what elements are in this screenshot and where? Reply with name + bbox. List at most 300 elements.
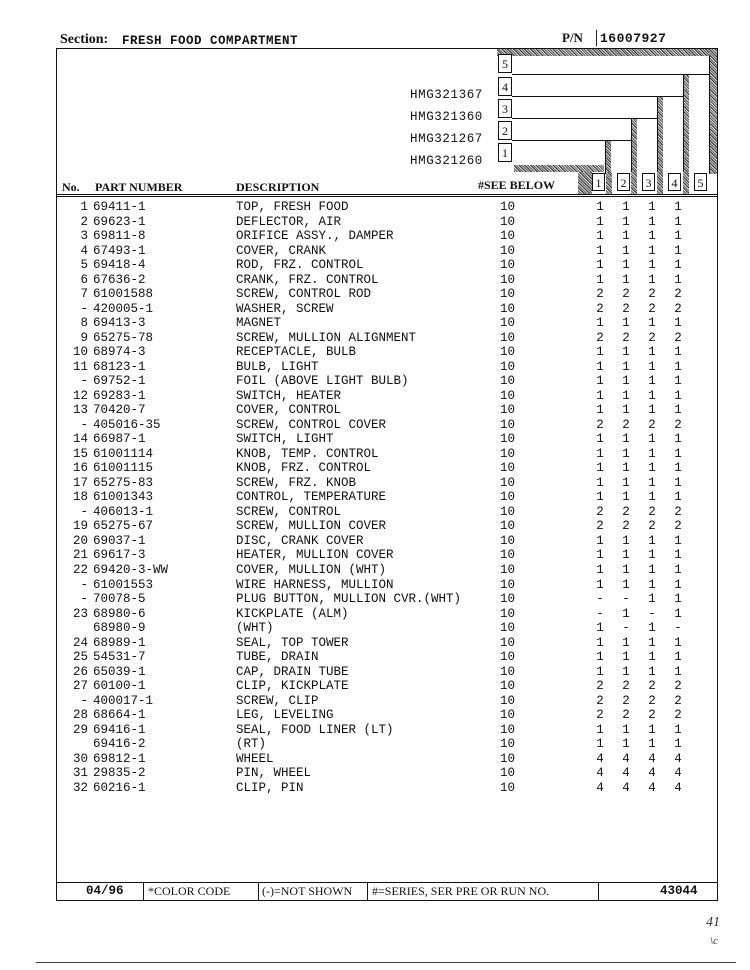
row-qty-col-3: 1 xyxy=(648,403,656,418)
row-description: COVER, MULLION (WHT) xyxy=(236,563,387,577)
row-see-below: 10 xyxy=(500,679,516,694)
row-see-below: 10 xyxy=(500,650,516,665)
header-texture-right xyxy=(709,49,717,174)
row-see-below: 10 xyxy=(500,258,516,273)
table-row xyxy=(0,244,750,259)
row-qty-col-4: 2 xyxy=(674,519,682,534)
row-description: HEATER, MULLION COVER xyxy=(236,548,394,563)
table-row xyxy=(0,490,750,505)
row-qty-col-1: 2 xyxy=(596,708,604,723)
row-qty-col-3: 1 xyxy=(648,359,656,374)
row-qty-col-2: 1 xyxy=(622,722,630,737)
row-qty-col-4: 1 xyxy=(674,214,682,229)
row-qty-col-3: 1 xyxy=(648,446,656,461)
row-see-below: 10 xyxy=(500,621,516,636)
row-qty-col-3: 1 xyxy=(648,592,656,607)
row-qty-col-1: - xyxy=(596,606,604,621)
table-row xyxy=(0,476,750,491)
col-header-see: #SEE BELOW xyxy=(478,178,556,192)
row-part-number: 405016-35 xyxy=(93,417,161,432)
row-description: WASHER, SCREW xyxy=(236,301,334,316)
row-qty-col-4: 1 xyxy=(674,650,682,665)
row-part-number: 69416-1 xyxy=(93,722,146,737)
stair-line-5 xyxy=(512,74,709,75)
row-qty-col-4: 2 xyxy=(674,693,682,708)
row-part-number: 70078-5 xyxy=(93,592,146,607)
row-qty-col-3: 1 xyxy=(648,621,656,636)
row-description: TUBE, DRAIN xyxy=(236,650,319,665)
table-row xyxy=(0,534,750,549)
table-row xyxy=(0,505,750,520)
row-part-number: 69413-3 xyxy=(93,316,146,331)
row-number: 13 xyxy=(72,403,88,418)
row-qty-col-1: 2 xyxy=(596,519,604,534)
row-part-number: 68980-9 xyxy=(93,621,146,636)
row-part-number: 68123-1 xyxy=(93,359,146,374)
row-qty-col-2: 1 xyxy=(622,475,630,490)
row-qty-col-2: 1 xyxy=(622,577,630,592)
row-qty-col-3: 2 xyxy=(648,330,656,345)
footer-date: 04/96 xyxy=(86,884,124,898)
table-row xyxy=(0,447,750,462)
footer-color-code: *COLOR CODE xyxy=(148,884,231,898)
stair-vline-1 xyxy=(605,140,606,174)
table-row xyxy=(0,200,750,215)
header-rule xyxy=(57,194,717,195)
row-number: 5 xyxy=(80,258,88,273)
row-qty-col-3: 2 xyxy=(648,693,656,708)
table-row xyxy=(0,229,750,244)
table-row xyxy=(0,302,750,317)
row-qty-col-1: 1 xyxy=(596,475,604,490)
qty-col-5: 5 xyxy=(694,173,707,191)
row-number: 28 xyxy=(72,708,88,723)
row-part-number: 69617-3 xyxy=(93,548,146,563)
row-number: 16 xyxy=(72,461,88,476)
row-part-number: 61001115 xyxy=(93,461,154,476)
footer-page-code: 43044 xyxy=(660,884,698,898)
row-part-number: 54531-7 xyxy=(93,650,146,665)
row-see-below: 10 xyxy=(500,592,516,607)
row-part-number: 69037-1 xyxy=(93,533,146,548)
row-description: FOIL (ABOVE LIGHT BULB) xyxy=(236,374,409,389)
table-row xyxy=(0,766,750,781)
row-qty-col-4: 1 xyxy=(674,200,682,214)
row-qty-col-2: 1 xyxy=(622,359,630,374)
row-part-number: 69812-1 xyxy=(93,751,146,766)
row-qty-col-2: 4 xyxy=(622,780,630,795)
row-number: 32 xyxy=(72,780,88,795)
row-number: - xyxy=(80,577,88,592)
row-qty-col-4: 1 xyxy=(674,664,682,679)
row-part-number: 68974-3 xyxy=(93,345,146,360)
row-part-number: 66987-1 xyxy=(93,432,146,447)
row-see-below: 10 xyxy=(500,417,516,432)
footer-rule xyxy=(57,882,717,883)
row-see-below: 10 xyxy=(500,722,516,737)
row-description: SEAL, TOP TOWER xyxy=(236,635,349,650)
row-qty-col-3: 1 xyxy=(648,664,656,679)
model-col-5-box: 5 xyxy=(498,54,512,73)
row-description: (RT) xyxy=(236,737,267,752)
row-part-number: 65275-67 xyxy=(93,519,154,534)
row-part-number: 61001553 xyxy=(93,577,154,592)
row-description: WIRE HARNESS, MULLION xyxy=(236,577,394,592)
row-see-below: 10 xyxy=(500,766,516,781)
row-see-below: 10 xyxy=(500,708,516,723)
table-row xyxy=(0,389,750,404)
row-description: KNOB, TEMP. CONTROL xyxy=(236,446,379,461)
row-number: 2 xyxy=(80,214,88,229)
row-see-below: 10 xyxy=(500,693,516,708)
row-see-below: 10 xyxy=(500,563,516,577)
row-qty-col-1: 1 xyxy=(596,548,604,563)
row-qty-col-4: 4 xyxy=(674,780,682,795)
row-qty-col-1: 1 xyxy=(596,650,604,665)
row-description: CRANK, FRZ. CONTROL xyxy=(236,272,379,287)
row-qty-col-3: 1 xyxy=(648,243,656,258)
row-qty-col-3: 1 xyxy=(648,200,656,214)
row-qty-col-1: 1 xyxy=(596,403,604,418)
row-qty-col-2: 4 xyxy=(622,751,630,766)
row-qty-col-4: 2 xyxy=(674,679,682,694)
table-row xyxy=(0,723,750,738)
row-part-number: 65039-1 xyxy=(93,664,146,679)
row-qty-col-2: 2 xyxy=(622,330,630,345)
row-qty-col-3: 1 xyxy=(648,229,656,244)
row-part-number: 61001343 xyxy=(93,490,154,505)
row-qty-col-2: 1 xyxy=(622,432,630,447)
row-number: 26 xyxy=(72,664,88,679)
row-description: CLIP, KICKPLATE xyxy=(236,679,349,694)
row-qty-col-2: 1 xyxy=(622,490,630,505)
row-qty-col-1: 2 xyxy=(596,301,604,316)
model-name: HMG321260 xyxy=(410,154,483,168)
handwritten-note: 41 xyxy=(706,915,720,930)
row-see-below: 10 xyxy=(500,606,516,621)
table-row xyxy=(0,607,750,622)
row-qty-col-1: 1 xyxy=(596,621,604,636)
row-qty-col-4: 1 xyxy=(674,258,682,273)
row-qty-col-1: 2 xyxy=(596,504,604,519)
header-texture-top xyxy=(497,49,717,56)
row-qty-col-1: 1 xyxy=(596,388,604,403)
row-qty-col-3: 2 xyxy=(648,708,656,723)
stair-line-4 xyxy=(512,96,684,97)
row-see-below: 10 xyxy=(500,751,516,766)
row-qty-col-1: 1 xyxy=(596,490,604,505)
row-description: CLIP, PIN xyxy=(236,780,304,795)
row-qty-col-3: 1 xyxy=(648,490,656,505)
row-number: 22 xyxy=(72,563,88,577)
section-label: Section: xyxy=(60,32,109,47)
row-qty-col-4: 1 xyxy=(674,359,682,374)
row-qty-col-2: 2 xyxy=(622,708,630,723)
footer-divider xyxy=(143,882,144,901)
table-row xyxy=(0,287,750,302)
row-number: - xyxy=(80,417,88,432)
table-row xyxy=(0,258,750,273)
row-description: KICKPLATE (ALM) xyxy=(236,606,349,621)
row-number: 10 xyxy=(72,345,88,360)
row-qty-col-2: 1 xyxy=(622,316,630,331)
row-qty-col-2: 1 xyxy=(622,388,630,403)
col-sep-texture xyxy=(631,172,637,194)
row-number: 31 xyxy=(72,766,88,781)
row-part-number: 68664-1 xyxy=(93,708,146,723)
row-number: 18 xyxy=(72,490,88,505)
row-qty-col-2: 1 xyxy=(622,461,630,476)
row-qty-col-2: 1 xyxy=(622,374,630,389)
row-description: BULB, LIGHT xyxy=(236,359,319,374)
row-qty-col-2: 2 xyxy=(622,679,630,694)
row-qty-col-1: 1 xyxy=(596,316,604,331)
footer-divider xyxy=(367,882,368,901)
row-description: MAGNET xyxy=(236,316,282,331)
table-row xyxy=(0,519,750,534)
row-qty-col-3: 1 xyxy=(648,432,656,447)
col-header-no: No. xyxy=(62,180,80,194)
row-part-number: 69623-1 xyxy=(93,214,146,229)
table-row xyxy=(0,650,750,665)
row-number: 8 xyxy=(80,316,88,331)
stair-vline-5 xyxy=(709,56,710,174)
row-see-below: 10 xyxy=(500,475,516,490)
stair-line-3 xyxy=(512,118,658,119)
row-number: - xyxy=(80,693,88,708)
row-qty-col-3: 1 xyxy=(648,258,656,273)
row-part-number: 65275-78 xyxy=(93,330,154,345)
row-qty-col-4: 1 xyxy=(674,722,682,737)
row-number: 6 xyxy=(80,272,88,287)
table-row xyxy=(0,708,750,723)
row-number: 24 xyxy=(72,635,88,650)
row-number: 9 xyxy=(80,330,88,345)
row-qty-col-3: 2 xyxy=(648,679,656,694)
row-description: ROD, FRZ. CONTROL xyxy=(236,258,364,273)
row-part-number: 29835-2 xyxy=(93,766,146,781)
row-see-below: 10 xyxy=(500,316,516,331)
col-sep-texture xyxy=(657,172,663,194)
row-see-below: 10 xyxy=(500,272,516,287)
row-description: SCREW, MULLION COVER xyxy=(236,519,387,534)
row-qty-col-3: 2 xyxy=(648,287,656,302)
row-qty-col-3: 1 xyxy=(648,461,656,476)
row-qty-col-4: 1 xyxy=(674,577,682,592)
table-row xyxy=(0,345,750,360)
model-name: HMG321360 xyxy=(410,110,483,124)
row-number: 14 xyxy=(72,432,88,447)
row-description: DEFLECTOR, AIR xyxy=(236,214,342,229)
footer-divider xyxy=(598,882,599,901)
row-description: SCREW, MULLION ALIGNMENT xyxy=(236,330,417,345)
row-qty-col-1: 1 xyxy=(596,374,604,389)
model-col-4-box: 4 xyxy=(498,77,512,96)
table-row xyxy=(0,418,750,433)
row-part-number: 67636-2 xyxy=(93,272,146,287)
row-description: (WHT) xyxy=(236,621,274,636)
col-sep-texture xyxy=(606,172,612,194)
row-qty-col-4: 1 xyxy=(674,475,682,490)
row-part-number: 65275-83 xyxy=(93,475,154,490)
row-qty-col-4: 1 xyxy=(674,592,682,607)
table-row xyxy=(0,679,750,694)
row-number: 4 xyxy=(80,243,88,258)
row-qty-col-1: 2 xyxy=(596,287,604,302)
row-part-number: 60216-1 xyxy=(93,780,146,795)
row-see-below: 10 xyxy=(500,388,516,403)
row-number: - xyxy=(80,374,88,389)
row-number: 12 xyxy=(72,388,88,403)
row-qty-col-4: 1 xyxy=(674,345,682,360)
row-description: PLUG BUTTON, MULLION CVR.(WHT) xyxy=(236,592,462,607)
row-description: DISC, CRANK COVER xyxy=(236,533,364,548)
row-qty-col-2: 2 xyxy=(622,287,630,302)
row-description: SCREW, CONTROL COVER xyxy=(236,417,387,432)
row-description: SCREW, CONTROL ROD xyxy=(236,287,372,302)
row-number: - xyxy=(80,301,88,316)
row-qty-col-3: 1 xyxy=(648,563,656,577)
table-row xyxy=(0,461,750,476)
row-qty-col-4: 1 xyxy=(674,229,682,244)
table-row xyxy=(0,563,750,578)
row-number: 3 xyxy=(80,229,88,244)
row-qty-col-2: 2 xyxy=(622,504,630,519)
row-qty-col-2: 2 xyxy=(622,519,630,534)
stair-vline-3 xyxy=(657,96,658,174)
table-row xyxy=(0,592,750,607)
table-row xyxy=(0,273,750,288)
row-qty-col-2: 1 xyxy=(622,258,630,273)
row-see-below: 10 xyxy=(500,446,516,461)
row-description: RECEPTACLE, BULB xyxy=(236,345,357,360)
row-number: 19 xyxy=(72,519,88,534)
row-qty-col-3: 1 xyxy=(648,548,656,563)
row-description: COVER, CONTROL xyxy=(236,403,342,418)
row-part-number: 69416-2 xyxy=(93,737,146,752)
row-see-below: 10 xyxy=(500,345,516,360)
row-qty-col-4: 1 xyxy=(674,490,682,505)
row-qty-col-3: 1 xyxy=(648,272,656,287)
footer-series-note: #=SERIES, SER PRE OR RUN NO. xyxy=(372,884,550,898)
row-qty-col-3: 1 xyxy=(648,635,656,650)
table-row xyxy=(0,621,750,636)
row-description: KNOB, FRZ. CONTROL xyxy=(236,461,372,476)
row-qty-col-4: 2 xyxy=(674,287,682,302)
col-header-part: PART NUMBER xyxy=(95,180,183,194)
row-qty-col-2: - xyxy=(622,621,630,636)
model-col-2-box: 2 xyxy=(498,121,512,140)
row-qty-col-2: 1 xyxy=(622,664,630,679)
table-row xyxy=(0,403,750,418)
row-qty-col-2: 1 xyxy=(622,272,630,287)
model-name: HMG321267 xyxy=(410,132,483,146)
footer-not-shown: (-)=NOT SHOWN xyxy=(262,884,353,898)
row-qty-col-2: 1 xyxy=(622,229,630,244)
row-see-below: 10 xyxy=(500,214,516,229)
row-qty-col-2: 1 xyxy=(622,403,630,418)
stair-line-2 xyxy=(512,140,632,141)
row-qty-col-4: 4 xyxy=(674,766,682,781)
row-see-below: 10 xyxy=(500,519,516,534)
row-qty-col-1: 1 xyxy=(596,446,604,461)
row-qty-col-1: 2 xyxy=(596,679,604,694)
row-qty-col-1: 1 xyxy=(596,258,604,273)
row-see-below: 10 xyxy=(500,737,516,752)
row-number: 1 xyxy=(80,200,88,214)
model-col-3-box: 3 xyxy=(498,99,512,118)
row-qty-col-2: 1 xyxy=(622,635,630,650)
col-header-texture xyxy=(578,172,592,194)
row-see-below: 10 xyxy=(500,432,516,447)
row-qty-col-1: 2 xyxy=(596,417,604,432)
row-qty-col-1: 1 xyxy=(596,359,604,374)
row-description: COVER, CRANK xyxy=(236,243,327,258)
row-qty-col-1: 1 xyxy=(596,563,604,577)
row-see-below: 10 xyxy=(500,490,516,505)
row-number: 25 xyxy=(72,650,88,665)
row-qty-col-3: 2 xyxy=(648,519,656,534)
row-see-below: 10 xyxy=(500,577,516,592)
row-qty-col-2: 1 xyxy=(622,243,630,258)
row-part-number: 69420-3-WW xyxy=(93,563,169,577)
row-qty-col-2: 1 xyxy=(622,214,630,229)
row-part-number: 400017-1 xyxy=(93,693,154,708)
row-description: TOP, FRESH FOOD xyxy=(236,200,349,214)
row-see-below: 10 xyxy=(500,461,516,476)
row-qty-col-1: 4 xyxy=(596,780,604,795)
row-qty-col-4: 1 xyxy=(674,533,682,548)
row-part-number: 68989-1 xyxy=(93,635,146,650)
row-qty-col-4: - xyxy=(674,621,682,636)
row-qty-col-2: 1 xyxy=(622,200,630,214)
row-see-below: 10 xyxy=(500,359,516,374)
row-description: PIN, WHEEL xyxy=(236,766,312,781)
row-qty-col-2: 4 xyxy=(622,766,630,781)
row-qty-col-4: 1 xyxy=(674,316,682,331)
footer-divider xyxy=(258,882,259,901)
row-number: 20 xyxy=(72,533,88,548)
row-qty-col-1: 1 xyxy=(596,200,604,214)
table-row xyxy=(0,694,750,709)
row-part-number: 68980-6 xyxy=(93,606,146,621)
col-sep-texture xyxy=(683,172,689,194)
row-see-below: 10 xyxy=(500,374,516,389)
row-number: - xyxy=(80,592,88,607)
model-col-1-box: 1 xyxy=(498,143,512,162)
part-number-label: P/N xyxy=(562,30,583,45)
table-row xyxy=(0,636,750,651)
table-row xyxy=(0,360,750,375)
row-qty-col-1: 1 xyxy=(596,461,604,476)
row-number: 15 xyxy=(72,446,88,461)
stair-base xyxy=(514,165,604,172)
row-part-number: 67493-1 xyxy=(93,243,146,258)
row-see-below: 10 xyxy=(500,635,516,650)
row-number: 17 xyxy=(72,475,88,490)
row-qty-col-1: 1 xyxy=(596,243,604,258)
row-qty-col-2: 1 xyxy=(622,737,630,752)
row-description: CONTROL, TEMPERATURE xyxy=(236,490,387,505)
row-part-number: 420005-1 xyxy=(93,301,154,316)
row-see-below: 10 xyxy=(500,533,516,548)
row-qty-col-1: 2 xyxy=(596,330,604,345)
row-qty-col-1: 1 xyxy=(596,214,604,229)
qty-col-1: 1 xyxy=(592,173,605,191)
row-description: SWITCH, LIGHT xyxy=(236,432,334,447)
row-qty-col-4: 1 xyxy=(674,243,682,258)
qty-col-2: 2 xyxy=(617,173,630,191)
